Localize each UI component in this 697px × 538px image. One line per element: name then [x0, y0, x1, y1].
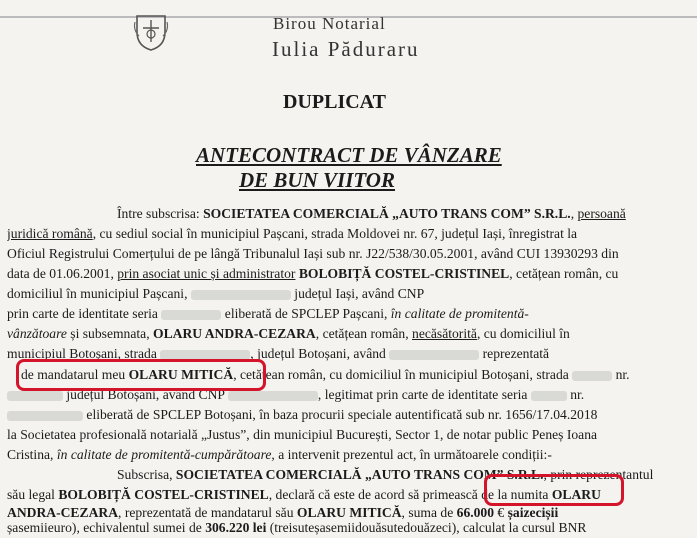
redaction	[228, 391, 318, 401]
text-segment: (treisuteșasemiidouăsutedouăzeci), calculat la cursul BNR	[266, 520, 587, 535]
person-name: BOLOBIȚĂ COSTEL-CRISTINEL	[298, 266, 510, 281]
text-segment: județul Iași, având CNP	[294, 286, 425, 301]
text-segment: Între subscrisa:	[117, 206, 204, 221]
text-segment: Cristina,	[7, 447, 57, 462]
text-segment: în calitate de promitentă-cumpărătoare	[56, 447, 272, 462]
text-segment: și subsemnata,	[66, 326, 153, 341]
redaction	[160, 350, 250, 360]
body-line-11	[7, 405, 691, 425]
body-line-3: Oficiul Registrului Comerțului de pe lângă Tribunalul Iași sub nr. J22/538/30.05.2001, având CUI 13930293 din	[7, 246, 619, 261]
redaction	[7, 391, 63, 401]
company-name: SOCIETATEA COMERCIALĂ „AUTO TRANS COM” S.R.L.	[175, 467, 544, 482]
text-segment: , cetățean român, cu	[509, 266, 619, 281]
text-segment: persoană	[577, 206, 626, 221]
text-segment: , cetățean român, cu domiciliul în municipiul Botoșani, strada	[233, 367, 569, 382]
text-segment: municipiul Botoșani, strada	[7, 346, 157, 361]
text-segment: județul Botoșani, având CNP	[66, 387, 225, 402]
body-line-7	[7, 324, 691, 344]
text-segment: nr.	[570, 387, 585, 402]
body-line-13	[7, 445, 691, 465]
currency-symbol: €	[494, 505, 505, 520]
person-name: BOLOBIȚĂ COSTEL-CRISTINEL	[58, 487, 269, 502]
text-segment: de mandatarul meu	[21, 367, 129, 382]
text-segment: , cu domiciliul în	[476, 326, 570, 341]
text-segment: , cetățean român,	[315, 326, 413, 341]
text-segment: 306.220 lei	[205, 520, 267, 535]
text-segment: reprezentată	[482, 346, 550, 361]
person-name: OLARU MITICĂ	[128, 367, 234, 382]
contract-title-line-2: DE BUN VIITOR	[239, 168, 395, 192]
body-line-10	[7, 385, 691, 405]
text-segment: juridică română	[7, 226, 93, 241]
body-line-15	[7, 485, 691, 505]
person-name: OLARU ANDRA-CEZARA	[153, 326, 316, 341]
notary-name: Iulia Păduraru	[272, 37, 420, 61]
text-segment: ,	[401, 505, 409, 520]
body-line-9	[7, 365, 691, 385]
body-line-12: la Societatea profesională notarială „Justus”, din municipiul București, Sector 1, de notar public Peneș Ioana	[7, 427, 598, 442]
text-segment: șasemiieuro), echivalentul sumei de	[7, 520, 206, 535]
redaction	[531, 391, 567, 401]
amount-label: suma de	[408, 505, 457, 520]
body-line-2	[7, 224, 691, 244]
text-segment: , reprezentată de mandatarul său	[118, 505, 297, 520]
text-segment: prin carte de identitate seria	[7, 306, 158, 321]
text-segment: necăsătorită	[412, 326, 477, 341]
text-segment: eliberată de SPCLEP Botoșani, în baza procurii speciale autentificată sub nr. 1656/17.04.2018	[86, 407, 598, 422]
amount-value: 66.000	[456, 505, 495, 520]
person-name: OLARU MITICĂ	[296, 505, 402, 520]
body-line-8	[7, 344, 691, 364]
body-line-1	[7, 204, 691, 224]
body-line-6	[7, 304, 691, 324]
redaction	[161, 310, 221, 320]
redaction	[389, 350, 479, 360]
text-segment: , a intervenit prezentul act, în următoarele condiții:-	[271, 447, 552, 462]
text-segment: , prin reprezentantul	[543, 467, 654, 482]
body-line-4	[7, 264, 691, 284]
notary-office-title: Birou Notarial	[273, 14, 386, 33]
contract-title-line-1: ANTECONTRACT DE VÂNZARE	[196, 143, 502, 167]
body-line-17	[7, 518, 691, 538]
text-segment: vânzătoare	[7, 326, 67, 341]
text-segment: , cu sediul social în municipiul Pașcani, strada Moldovei nr. 67, județul Iași, înregistrat la	[92, 226, 578, 241]
coat-of-arms-icon	[133, 12, 169, 52]
person-name: OLARU	[551, 487, 601, 502]
redaction	[191, 290, 291, 300]
text-segment: său legal	[7, 487, 59, 502]
text-segment: data de 01.06.2001,	[7, 266, 118, 281]
text-segment: în calitate de promitentă-	[390, 306, 529, 321]
text-segment: , legitimat prin carte de identitate seria	[317, 387, 528, 402]
duplicate-title: DUPLICAT	[283, 91, 386, 113]
text-segment: , județul Botoșani, având	[250, 346, 386, 361]
text-segment: șaizecișii	[504, 505, 559, 520]
redaction	[7, 411, 83, 421]
company-name: SOCIETATEA COMERCIALĂ „AUTO TRANS COM” S.R.L.	[203, 206, 571, 221]
text-segment: nr.	[615, 367, 630, 382]
text-segment: prin asociat unic și administrator	[117, 266, 296, 281]
text-segment: domiciliul în municipiul Pașcani,	[7, 286, 188, 301]
text-segment: eliberată de SPCLEP Pașcani,	[224, 306, 391, 321]
text-segment: , declară că este de acord să primească de la numita	[268, 487, 552, 502]
body-line-5	[7, 284, 691, 304]
text-segment: Subscrisa,	[117, 467, 176, 482]
redaction	[572, 371, 612, 381]
body-line-14	[7, 465, 691, 485]
person-name: ANDRA-CEZARA	[7, 505, 119, 520]
text-segment: ,	[570, 206, 578, 221]
